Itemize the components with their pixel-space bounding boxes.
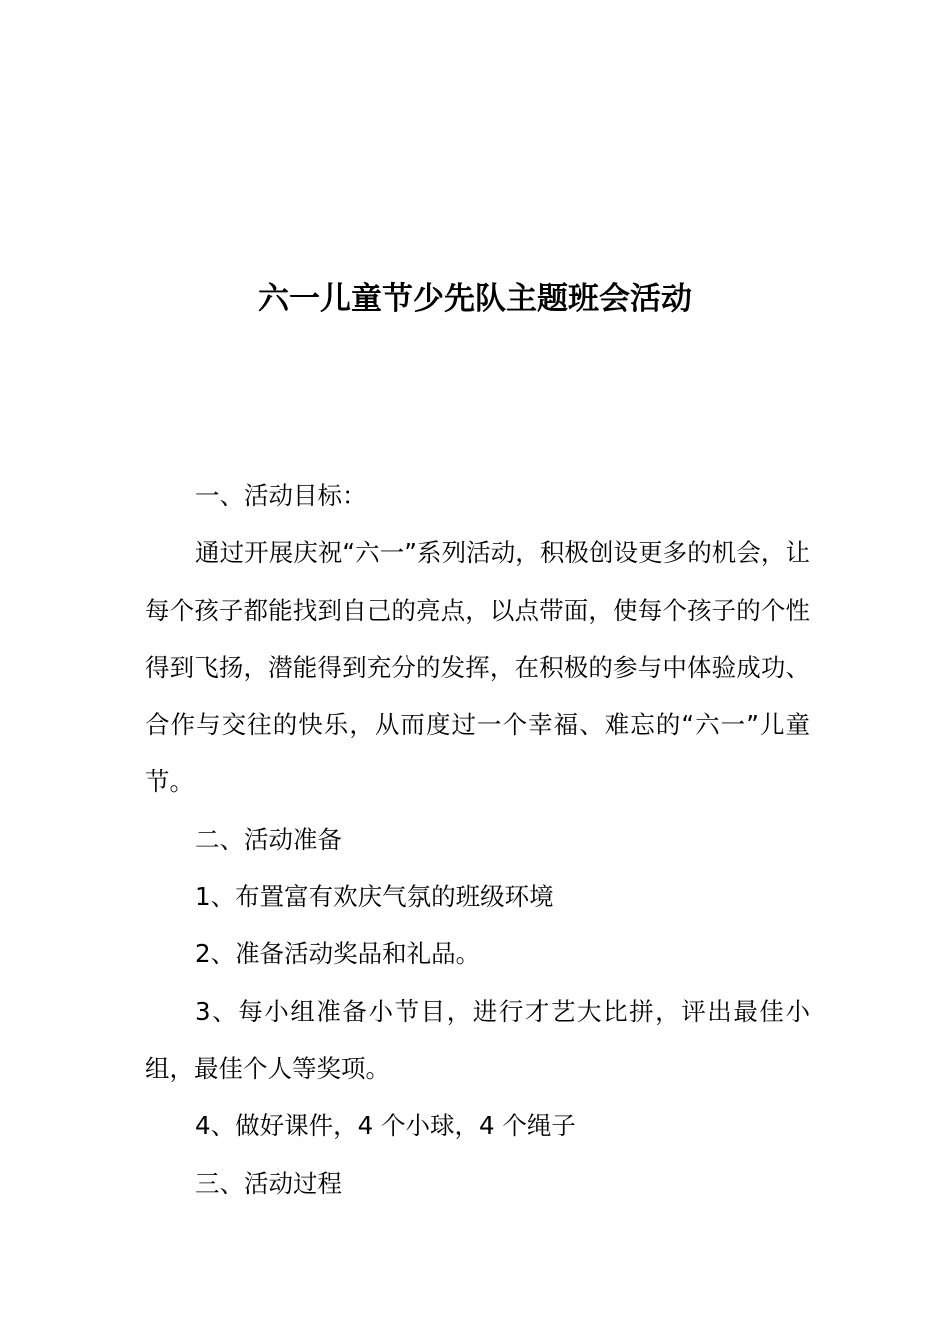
document-body — [145, 467, 810, 1212]
section-heading-process: 三、活动过程 — [195, 1168, 342, 1198]
list-item-preparation-2: 2、准备活动奖品和礼品。 — [195, 939, 481, 969]
document-title: 六一儿童节少先队主题班会活动 — [258, 281, 692, 317]
list-item-preparation-3: 3、每小组准备小节目，进行才艺大比拼，评出最佳小组，最佳个人等奖项。 — [145, 996, 810, 1083]
section-heading-goals: 一、活动目标： — [195, 481, 367, 510]
list-item-preparation-1: 1、布置富有欢庆气氛的班级环境 — [195, 882, 554, 912]
section-heading-preparation: 二、活动准备 — [195, 824, 342, 854]
list-item-preparation-4: 4、做好课件，4 个小球，4 个绳子 — [195, 1111, 576, 1141]
paragraph-goals-text: 通过开展庆祝“六一”系列活动，积极创设更多的机会，让每个孩子都能找到自己的亮点，以点带面，使每个孩子的个性得到飞扬，潜能得到充分的发挥，在积极的参与中体验成功、合作与交往的快乐，从而度过一个幸福、难忘的“六一”儿童节。 — [145, 538, 810, 797]
